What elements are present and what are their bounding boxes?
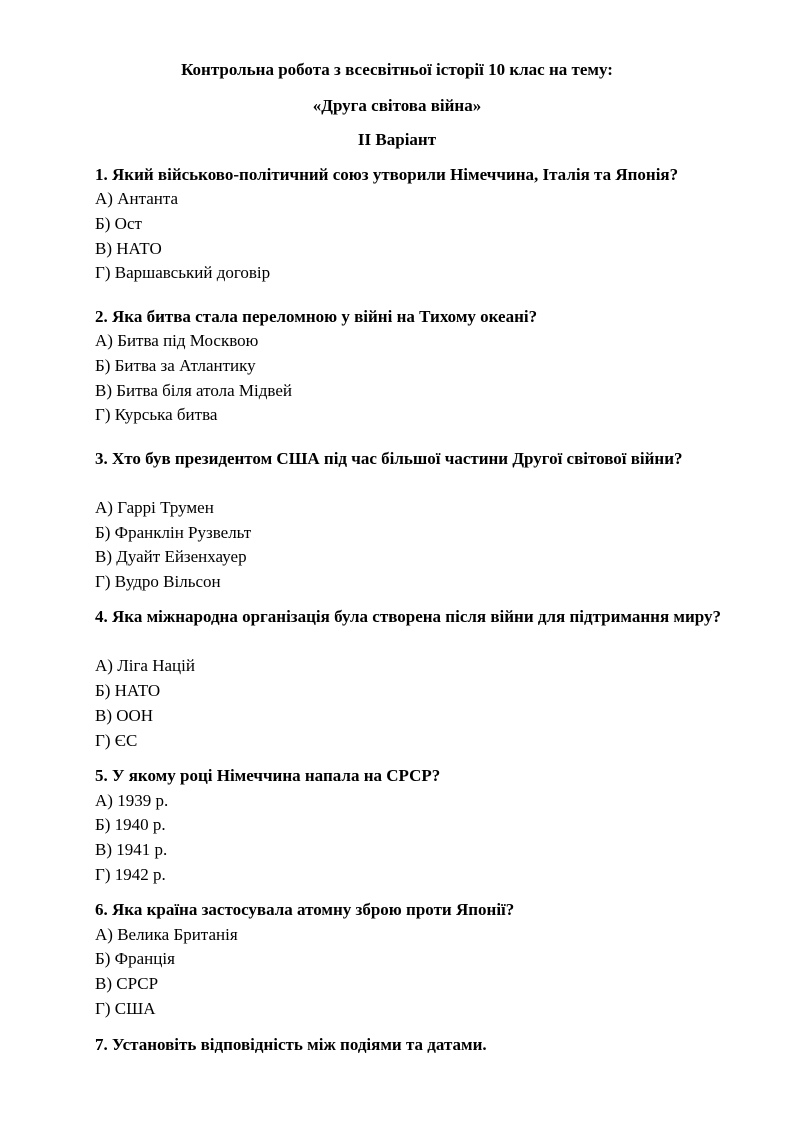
question-5: 5. У якому році Німеччина напала на СРСР?: [95, 766, 441, 785]
q4-option-c: В) ООН: [95, 706, 154, 725]
q6-option-b: Б) Франція: [95, 949, 175, 968]
q3-option-d: Г) Вудро Вільсон: [95, 572, 221, 591]
q5-option-c: В) 1941 р.: [95, 840, 168, 859]
q1-option-d: Г) Варшавський договір: [95, 263, 271, 282]
question-7: 7. Установіть відповідність між подіями та датами.: [95, 1035, 487, 1054]
q5-option-d: Г) 1942 р.: [95, 865, 166, 884]
document-topic: «Друга світова війна»: [312, 96, 482, 115]
q6-option-a: А) Велика Британія: [95, 925, 238, 944]
q2-option-b: Б) Битва за Атлантику: [95, 356, 256, 375]
question-4: 4. Яка міжнародна організація була створена після війни для підтримання миру?: [95, 607, 722, 626]
q4-option-a: А) Ліга Націй: [95, 656, 195, 675]
q3-option-b: Б) Франклін Рузвельт: [95, 523, 252, 542]
question-6: 6. Яка країна застосувала атомну зброю проти Японії?: [95, 900, 515, 919]
q1-option-a: А) Антанта: [95, 189, 179, 208]
q5-option-a: А) 1939 р.: [95, 791, 169, 810]
question-3: 3. Хто був президентом США під час більшої частини Другої світової війни?: [95, 449, 683, 468]
variant-label: ІІ Варіант: [357, 130, 437, 149]
q1-option-b: Б) Ост: [95, 214, 142, 233]
document-title: Контрольна робота з всесвітньої історії 10 клас на тему:: [181, 60, 613, 79]
q1-option-c: В) НАТО: [95, 239, 162, 258]
q4-option-b: Б) НАТО: [95, 681, 161, 700]
q2-option-d: Г) Курська битва: [95, 405, 218, 424]
q5-option-b: Б) 1940 р.: [95, 815, 166, 834]
q6-option-c: В) СРСР: [95, 974, 159, 993]
question-1: 1. Який військово-політичний союз утворили Німеччина, Італія та Японія?: [95, 165, 679, 184]
q6-option-d: Г) США: [95, 999, 156, 1018]
q4-option-d: Г) ЄС: [95, 731, 138, 750]
q3-option-c: В) Дуайт Ейзенхауер: [95, 547, 247, 566]
q3-option-a: А) Гаррі Трумен: [95, 498, 214, 517]
q2-option-a: А) Битва під Москвою: [95, 331, 259, 350]
q2-option-c: В) Битва біля атола Мідвей: [95, 381, 292, 400]
question-2: 2. Яка битва стала переломною у війні на Тихому океані?: [95, 307, 538, 326]
